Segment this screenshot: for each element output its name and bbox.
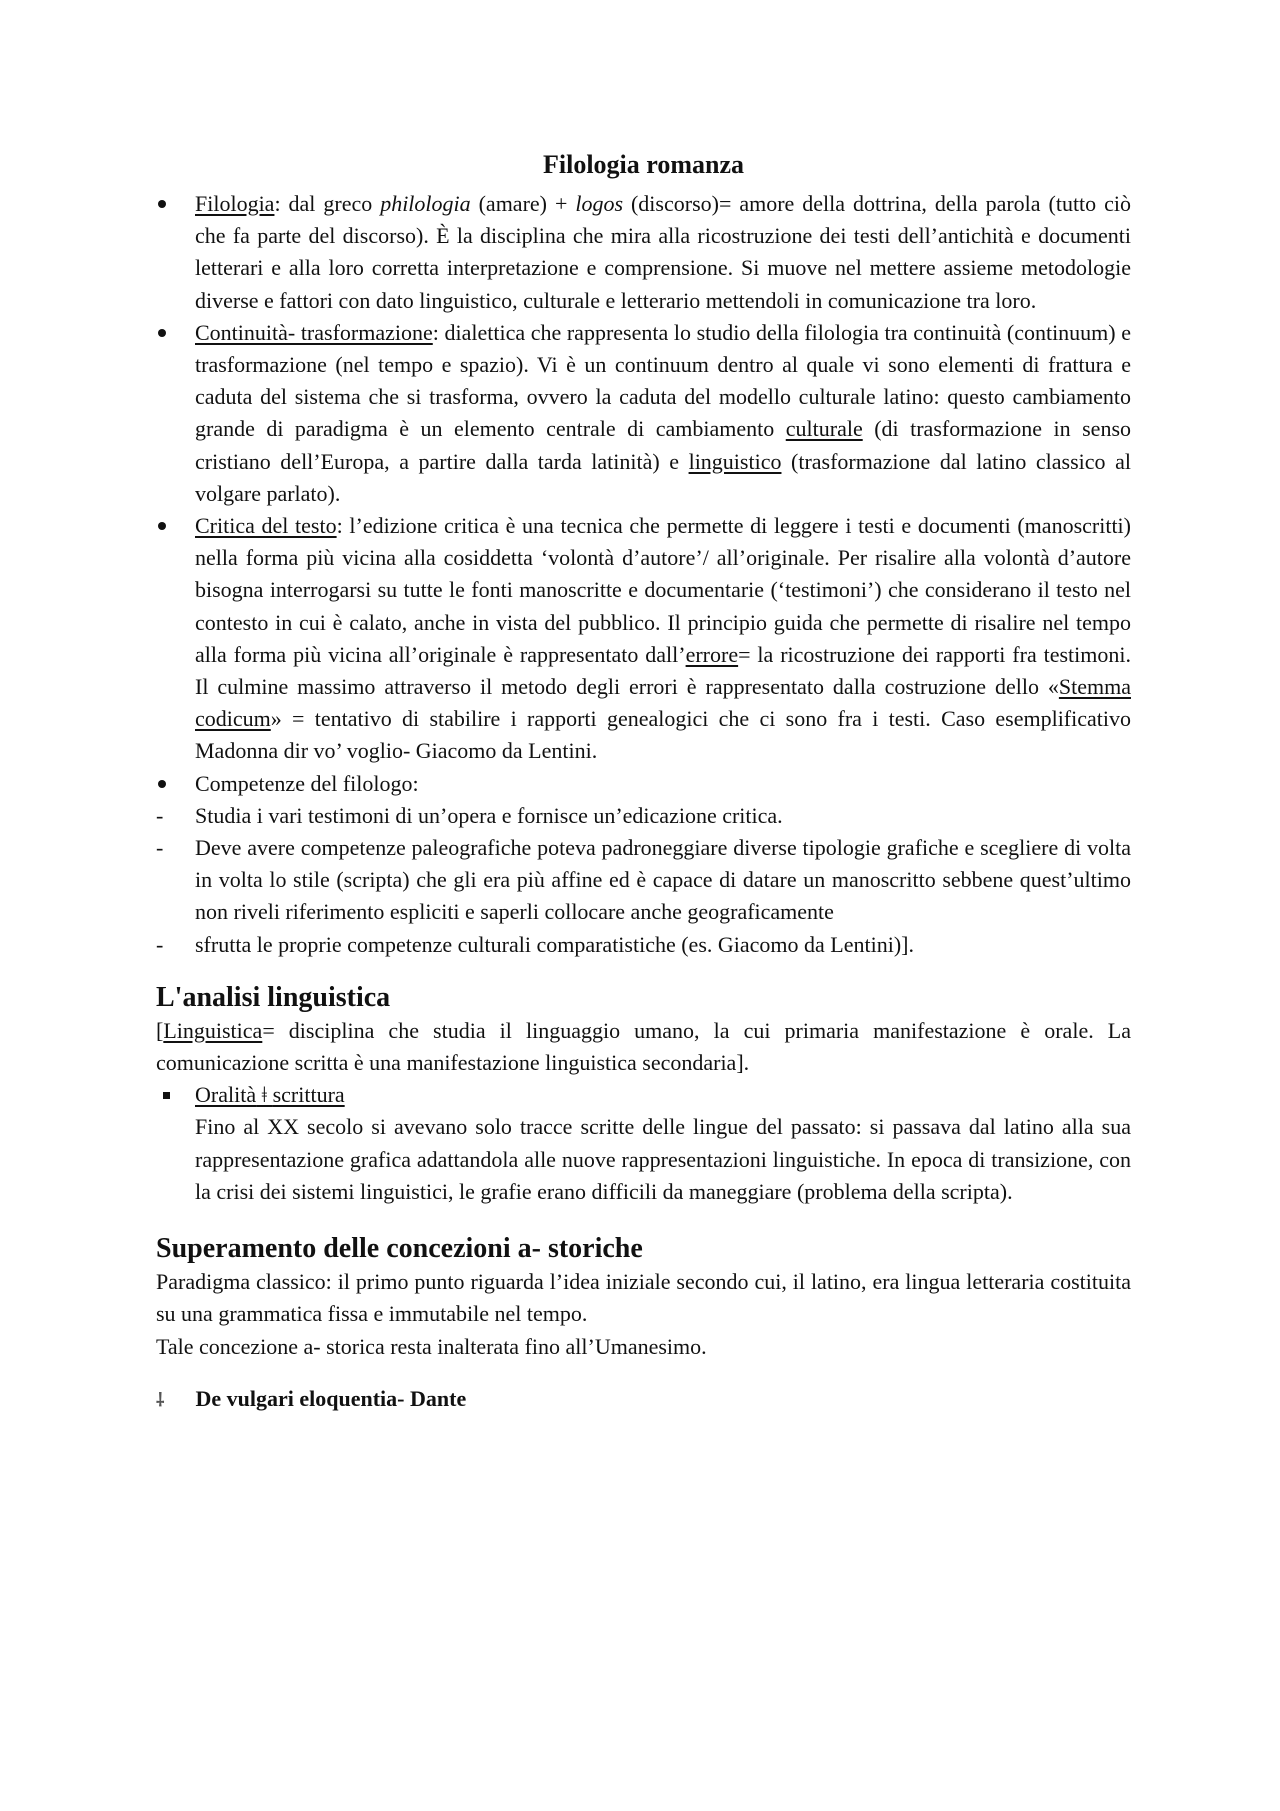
bullet-text-continuita xyxy=(195,317,1131,510)
dash-text: sfrutta le proprie competenze culturali comparatistiche (es. Giacomo da Lentini)]. xyxy=(195,931,914,957)
bullet-marker xyxy=(156,768,186,800)
bullet-text-critica xyxy=(195,510,1131,768)
underlined-word: culturale xyxy=(785,416,863,442)
text-segment: : dal greco xyxy=(274,191,381,216)
section-heading-analisi: L'analisi linguistica xyxy=(156,981,391,1013)
bullet-item-filologia xyxy=(156,188,1131,317)
italic-term: philologia xyxy=(380,191,471,216)
bullet-item-continuita xyxy=(156,317,1131,510)
text-segment: (trasformazione dal latino classico al volgare parlato). xyxy=(195,448,1131,506)
section-paragraph-paradigma: Paradigma classico: il primo punto riguarda l’idea iniziale secondo cui, il latino, era lingua letteraria costituita su una grammatica fissa e immutabile nel tempo. xyxy=(156,1269,1131,1327)
dash-text: Studia i vari testimoni di un’opera e fornisce un’edicazione critica. xyxy=(195,802,783,828)
text-segment: : l’edizione critica è una tecnica che permette di leggere i testi e documenti (manoscritti) nella forma più vicina alla cosiddetta ‘volontà d’autore’/ all’originale. Per risalire alla volontà d’autore bisogna interrogarsi su tutte le fonti manoscritte e documentarie (‘testimoni’) che considerano il testo nel contesto in cui è calato, anche in vista del pubblico. Il principio guida che permette di risalire nel tempo alla forma più vicina all’originale è rappresentato dall’ xyxy=(195,513,1131,667)
subheading-de-vulgari xyxy=(156,1383,1131,1416)
dash-marker: - xyxy=(156,835,164,861)
section-heading-superamento: Superamento delle concezioni a- storiche xyxy=(156,1233,643,1265)
bullet-dot-icon xyxy=(158,329,166,337)
document-page xyxy=(156,148,1131,1416)
dash-marker: - xyxy=(156,931,164,957)
arrow-down-icon: ⸸ xyxy=(156,1389,165,1410)
spacer xyxy=(156,1208,1131,1232)
underlined-word: errore xyxy=(685,641,739,667)
text-segment: (discorso)= amore della dottrina, della parola (tutto ciò che fa parte del discorso). È la disciplina che mira alla ricostruzione dei testi dell’antichità e documenti letterari e alla loro corretta interpretazione e comprensione. Si muove nel mettere assieme metodologie diverse e fattori con dato linguistico, culturale e letterario mettendoli in comunicazione tra loro. xyxy=(195,191,1131,313)
document-title: Filologia romanza xyxy=(542,150,744,179)
term-continuita: Continuità- trasformazione xyxy=(195,319,433,345)
bullet-marker xyxy=(156,317,186,349)
bullet-item-competenze xyxy=(156,768,1131,800)
dash-item xyxy=(156,800,1131,832)
section-paragraph-linguistica xyxy=(156,1015,1131,1079)
underlined-word: linguistico xyxy=(688,448,782,474)
term-critica: Critica del testo xyxy=(195,513,337,539)
bullet-dot-icon xyxy=(158,200,166,208)
dash-item xyxy=(156,832,1131,929)
text-segment: (di trasformazione in senso cristiano dell’Europa, a partire dalla tarda latinità) e xyxy=(195,416,1132,474)
spacer xyxy=(156,961,1131,981)
bullet-text-competenze: Competenze del filologo: xyxy=(195,770,419,796)
section-paragraph-concezione: Tale concezione a- storica resta inalterata fino all’Umanesimo. xyxy=(156,1333,707,1359)
bullet-marker xyxy=(156,510,186,542)
spacer xyxy=(156,1363,1131,1383)
square-bullet-icon xyxy=(163,1092,170,1099)
bullet-dot-icon xyxy=(158,780,166,788)
text-segment: : dialettica che rappresenta lo studio della filologia tra continuità (continuum) e trasformazione (nel tempo e spazio). Vi è un continuum dentro al quale vi sono elementi di frattura e caduta del sistema che si trasforma, ovvero la caduta del modello culturale latino: questo cambiamento grande di paradigma è un elemento centrale di cambiamento xyxy=(195,319,1131,442)
term-linguistica: Linguistica xyxy=(163,1017,263,1043)
underlined-word: Oralità xyxy=(195,1082,257,1108)
square-bullet-item xyxy=(156,1079,1131,1208)
subheading-text: De vulgari eloquentia- Dante xyxy=(195,1385,467,1411)
subheading-oralita xyxy=(195,1079,1131,1111)
bullet-item-critica xyxy=(156,510,1131,768)
dash-marker: - xyxy=(156,802,164,828)
italic-term: logos xyxy=(575,191,624,216)
bullet-marker xyxy=(156,188,186,220)
text-segment: » = tentativo di stabilire i rapporti genealogici che ci sono fra i testi. Caso esemplificativo Madonna dir vo’ voglio- Giacomo da Lentini. xyxy=(195,706,1131,764)
text-segment: = la ricostruzione dei rapporti fra testimoni. Il culmine massimo attraverso il metodo degli errori è rappresentato dalla costruzione dello « xyxy=(195,641,1132,700)
text-segment: = disciplina che studia il linguaggio umano, la cui primaria manifestazione è orale. La comunicazione scritta è una manifestazione linguistica secondaria]. xyxy=(156,1017,1131,1076)
bullet-marker xyxy=(156,1079,186,1111)
text-segment: [ xyxy=(156,1017,164,1043)
underlined-word: scrittura xyxy=(272,1082,345,1108)
dash-item xyxy=(156,929,1131,961)
bullet-dot-icon xyxy=(158,522,166,530)
bullet-text-filologia xyxy=(195,188,1131,317)
not-equal-mark: ǂ xyxy=(256,1082,273,1108)
dash-text: Deve avere competenze paleografiche poteva padroneggiare diverse tipologie grafiche e scegliere di volta in volta lo stile (scripta) che gli era più affine ed è capace di datare un manoscritto sebbene quest’ultimo non riveli riferimento espliciti e saperli collocare anche geograficamente xyxy=(195,835,1131,925)
subsection-text-oralita: Fino al XX secolo si avevano solo tracce scritte delle lingue del passato: si passava dal latino alla sua rappresentazione grafica adattandola alle nuove rappresentazioni linguistiche. In epoca di transizione, con la crisi dei sistemi linguistici, le grafie erano difficili da maneggiare (problema della scripta). xyxy=(195,1114,1131,1204)
term-filologia: Filologia xyxy=(195,191,275,216)
underlined-word: Stemma codicum xyxy=(195,674,1131,732)
text-segment: (amare) + xyxy=(470,191,576,216)
